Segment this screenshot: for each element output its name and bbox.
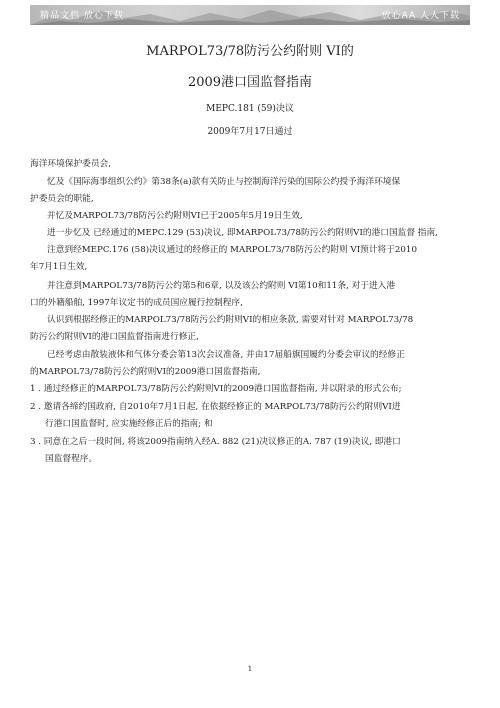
body-line: 口的外籍船舶, 1997年议定书的成员国应履行控制程序, [30,298,243,308]
title-line-1: MARPOL73/78防污公约附则 VI的 [146,44,354,59]
body-line: 年7月1日生效, [30,262,88,272]
header-right-text: 放心AA 人人下载 [381,11,460,21]
header-banner [30,5,470,25]
body-line: 的MARPOL73/78防污公约附则VI的2009港口国监督指南, [30,367,261,377]
body-line: 并忆及MARPOL73/78防污公约附则VI已于2005年5月19日生效, [47,211,303,221]
body-line: 忆及《国际海事组织公约》第38条(a)款有关防止与控制海洋污染的国际公约授予海洋环境保 [47,177,401,187]
body-line: 国监督程序。 [45,454,98,464]
body-line: 海洋环境保护委员会, [30,159,111,169]
body-line: 护委员会的职能, [30,194,94,204]
body-line: 行港口国监督时, 应实施经修正后的指南; 和 [45,419,213,429]
body-line: 注意到经MEPC.176 (58)决议通过的经修正的 MARPOL73/78防污公约附则 VI预计将于2010 [47,245,417,255]
body-line: 3 . 同意在之后一段时间, 将该2009指南纳入经A. 882 (21)决议修正的A. 787 (19)决议, 即港口 [30,437,401,447]
body-line: 2 . 邀请各缔约国政府, 自2010年7月1日起, 在依据经修正的 MARPOL73/78防污公约附则VI进 [30,402,401,412]
body-line: 1 . 通过经修正的MARPOL73/78防污公约附则VI的2009港口国监督指南, 并以附录的形式公布; [30,384,402,394]
body-line: 防污公约附则VI的港口国监督指南进行修正, [30,332,199,342]
body-line: 认识到根据经修正的MARPOL73/78防污公约附则VI的相应条款, 需要对针对 MARPOL73/78 [47,315,414,325]
body-line: 并注意到MARPOL73/78防污公约第5和6章, 以及该公约附则 VI第10和11条, 对于进入港 [47,281,396,291]
page-number: 1 [247,665,253,673]
resolution-number: MEPC.181 (59)决议 [206,104,294,114]
title-line-2: 2009港口国监督指南 [187,75,313,90]
header-left-text: 精品文档 放心下载 [40,11,124,21]
body-line: 进一步忆及 已经通过的MEPC.129 (53)决议, 即MARPOL73/78防污公约附则VI的港口国监督 指南, [47,228,438,238]
body-line: 已经考虑由散装液体和气体分委会第13次会议准备, 并由17届船旗国履约分委会审议的经修正 [47,350,405,360]
adopted-date: 2009年7月17日通过 [207,127,293,137]
